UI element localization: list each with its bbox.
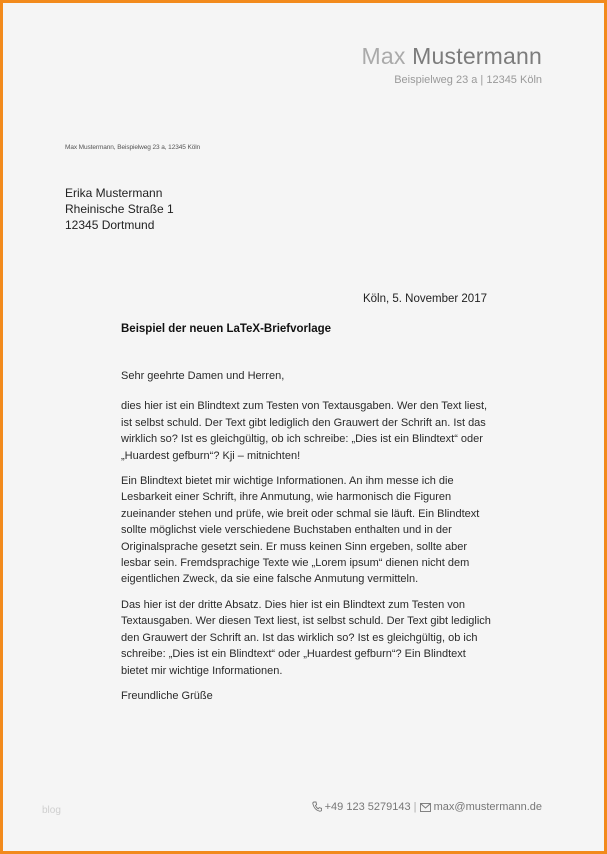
recipient-street: Rheinische Straße 1 bbox=[65, 202, 174, 216]
body-paragraph-3: Das hier ist der dritte Absatz. Dies hier ist ein Blindtext zum Testen von Textausgaben. Wer diesen Text liest, ist selbst schuld. Der Text gibt lediglich den Grauwert der Schrift an. Ist das wirklich so? Ist es gleichgültig, ob ich schreibe: „Dies ist ein Blindtext“ oder „Huardest gefburn“? Ein Blindtext bietet mir wichtige Informationen. bbox=[121, 598, 491, 677]
sender-name bbox=[362, 43, 542, 70]
letter-date: Köln, 5. November 2017 bbox=[362, 293, 487, 305]
footer-email[interactable]: max@mustermann.de bbox=[433, 801, 542, 813]
sender-first-name: Max bbox=[361, 43, 406, 69]
recipient-city: 12345 Dortmund bbox=[65, 218, 155, 232]
footer-separator: | bbox=[413, 801, 417, 813]
letter-subject: Beispiel der neuen LaTeX-Briefvorlage bbox=[121, 323, 332, 335]
return-address-line: Max Mustermann, Beispielweg 23 a, 12345 Köln bbox=[65, 144, 201, 151]
footer-contact bbox=[312, 801, 542, 813]
closing: Freundliche Grüße bbox=[121, 689, 213, 702]
salutation: Sehr geehrte Damen und Herren, bbox=[121, 370, 285, 382]
watermark-text: blog bbox=[42, 805, 61, 816]
recipient-name: Erika Mustermann bbox=[65, 186, 163, 200]
letter-body bbox=[121, 368, 493, 713]
sender-address: Beispielweg 23 a | 12345 Köln bbox=[394, 74, 542, 86]
body-paragraph-2: Ein Blindtext bietet mir wichtige Informationen. An ihm messe ich die Lesbarkeit einer Schrift, ihre Anmutung, wie harmonisch die Figuren zueinander stehen und prüfe, wie breit oder schmal sie läuft. Ein Blindtext sollte möglichst viele verschiedene Buchstaben enthalten und in der Originalsprache gesetzt sein. Er muss keinen Sinn ergeben, sollte aber lesbar sein. Fremdsprachige Texte wie „Lorem ipsum“ dienen nicht dem eigentlichen Zweck, da sie eine falsche Anmutung vermitteln. bbox=[121, 475, 480, 586]
footer-phone: +49 123 5279143 bbox=[324, 801, 411, 813]
phone-icon bbox=[312, 801, 325, 813]
mail-icon bbox=[420, 801, 434, 813]
recipient-address bbox=[65, 185, 174, 233]
body-paragraph-1: dies hier ist ein Blindtext zum Testen von Textausgaben. Wer den Text liest, ist selbst schuld. Der Text gibt lediglich den Grauwert der Schrift an. Ist das wirklich so? Ist es gleichgültig, ob ich schreibe: „Dies ist ein Blindtext“ oder „Huardest gefburn“? Kji – mitnichten! bbox=[121, 400, 488, 462]
sender-last-name: Mustermann bbox=[412, 43, 542, 69]
